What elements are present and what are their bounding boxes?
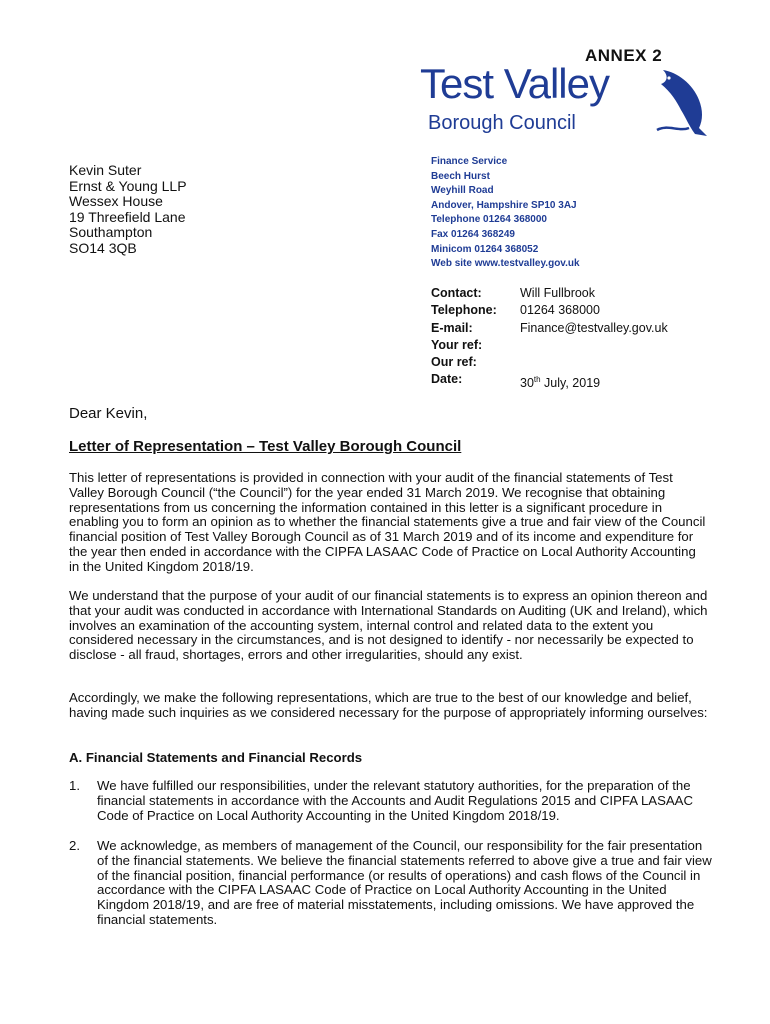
website-line bbox=[431, 257, 580, 272]
list-item bbox=[69, 839, 714, 928]
email-label: E-mail: bbox=[431, 320, 473, 335]
email-row bbox=[431, 320, 668, 337]
recipient-line: Kevin Suter bbox=[69, 162, 142, 178]
paragraph: We understand that the purpose of your audit of our financial statements is to express an opinion thereon and that your audit was conducted in accordance with International Standards on Auditing (UK and Ireland), which involves an examination of the accounting system, internal control and related data to the extent you considered necessary in the circumstances, and is not designed to identify - nor necessarily be expected to disclose - all fraud, shortages, errors and other irregularities, should any exist. bbox=[69, 588, 708, 663]
service-line: Weyhill Road bbox=[431, 185, 494, 197]
service-line: Fax 01264 368249 bbox=[431, 228, 515, 240]
list-item bbox=[69, 779, 714, 823]
salutation: Dear Kevin, bbox=[69, 405, 148, 422]
date-day: 30 bbox=[520, 376, 534, 391]
recipient-line: Southampton bbox=[69, 224, 153, 240]
letter-subject: Letter of Representation – Test Valley Borough Council bbox=[69, 438, 462, 455]
paragraph: This letter of representations is provided in connection with your audit of the financial statements of Test Valley Borough Council (“the Council”) for the year ended 31 March 2019. We recognise that obtaining representations from us concerning the information contained in this letter is a significant procedure in enabling you to form an opinion as to whether the financial statements give a true and fair view of the Council financial position of Test Valley Borough Council as of 31 March 2019 and of its income and expenditure for the year then ended in accordance with the CIPFA LASAAC Code of Practice on Local Authority Accounting in the United Kingdom 2018/19. bbox=[69, 470, 706, 574]
contact-label: Contact: bbox=[431, 286, 482, 300]
service-line: Telephone 01264 368000 bbox=[431, 214, 547, 226]
your-ref-label: Your ref: bbox=[431, 337, 483, 352]
telephone-value: 01264 368000 bbox=[520, 303, 600, 318]
list-item-text: We acknowledge, as members of management of the Council, our responsibility for the fair presentation of the financial statements. We believe the financial statements referred to above give a true and fair view of the financial position, financial performance (or results of operations) and cash flows of the Council in accordance with the CIPFA LASAAC Code of Practice on Local Authority Accounting in the United Kingdom 2018/19, and are free of material misstatements, including omissions. We have approved the financial statements. bbox=[97, 838, 712, 927]
finance-service-address bbox=[431, 155, 580, 272]
service-line: Minicom 01264 368052 bbox=[431, 243, 539, 255]
date-suffix: th bbox=[533, 375, 541, 385]
your-ref-row bbox=[431, 337, 668, 354]
recipient-line: Wessex House bbox=[69, 193, 163, 209]
telephone-row bbox=[431, 302, 668, 319]
telephone-label: Telephone: bbox=[431, 303, 497, 318]
logo-title: Test Valley bbox=[420, 60, 609, 107]
contact-row bbox=[431, 285, 668, 302]
date-value bbox=[520, 371, 601, 391]
date-rest: July, 2019 bbox=[540, 376, 601, 391]
our-ref-row bbox=[431, 354, 668, 371]
section-heading: A. Financial Statements and Financial Records bbox=[69, 750, 363, 765]
annex-label: ANNEX 2 bbox=[585, 46, 663, 65]
website-label: Web site bbox=[431, 258, 475, 270]
our-ref-label: Our ref: bbox=[431, 355, 477, 370]
fish-logo-icon bbox=[655, 66, 711, 140]
recipient-line: Ernst & Young LLP bbox=[69, 177, 187, 194]
logo-subtitle: Borough Council bbox=[428, 112, 576, 134]
contact-details bbox=[431, 285, 668, 389]
email-value: Finance@testvalley.gov.uk bbox=[520, 320, 668, 335]
website-link[interactable]: www.testvalley.gov.uk bbox=[474, 258, 580, 270]
recipient-address bbox=[69, 163, 187, 256]
list-item-number: 2. bbox=[69, 838, 80, 853]
date-label: Date: bbox=[431, 372, 463, 387]
service-line: Finance Service bbox=[431, 156, 508, 167]
list-item-number: 1. bbox=[69, 778, 80, 793]
recipient-line: SO14 3QB bbox=[69, 239, 137, 256]
service-line: Beech Hurst bbox=[431, 170, 490, 182]
contact-value: Will Fullbrook bbox=[520, 286, 596, 300]
paragraph: Accordingly, we make the following representations, which are true to the best of our knowledge and belief, having made such inquiries as we considered necessary for the purpose of appropriately informing ourselves: bbox=[69, 690, 708, 720]
service-line: Andover, Hampshire SP10 3AJ bbox=[431, 199, 577, 211]
date-row bbox=[431, 371, 668, 391]
recipient-line: 19 Threefield Lane bbox=[69, 208, 186, 225]
list-item-text: We have fulfilled our responsibilities, under the relevant statutory authorities, for the preparation of the financial statements in accordance with the Accounts and Audit Regulations 2015 and CIPFA LASAAC Code of Practice on Local Authority Accounting in the United Kingdom 2018/19. bbox=[97, 778, 693, 823]
